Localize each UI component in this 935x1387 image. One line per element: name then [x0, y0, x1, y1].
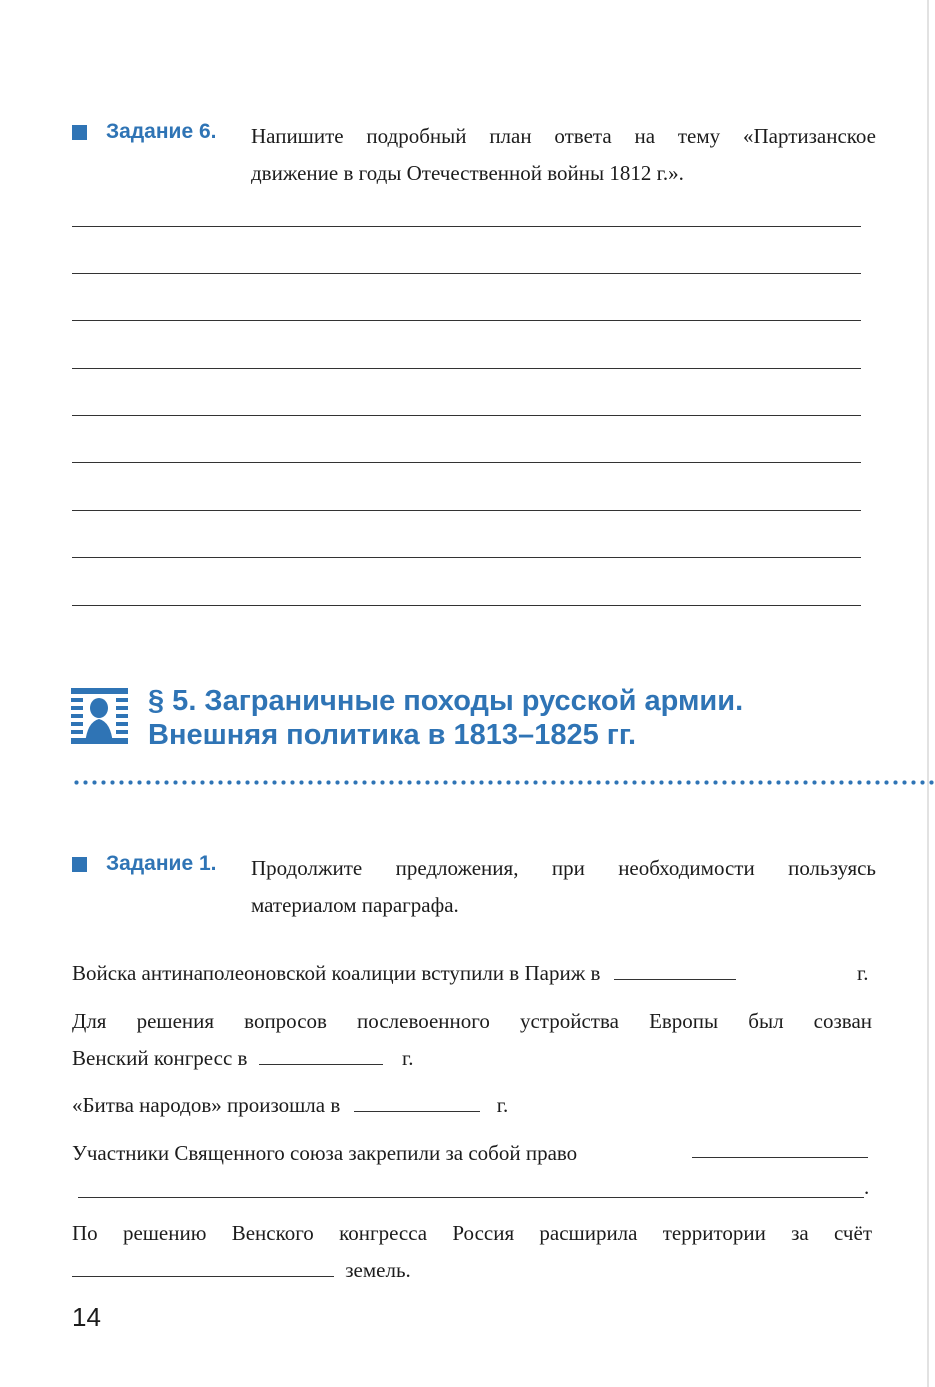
sentence-battle-text: «Битва народов» произошла в [72, 1093, 341, 1117]
task-1-label: Задание 1. [106, 852, 217, 875]
sentence-paris [72, 955, 872, 992]
sentence-end-period: . [864, 1175, 870, 1199]
battle-year-blank[interactable] [354, 1093, 480, 1112]
sentence-holy-alliance [72, 1135, 872, 1172]
task-6-text [251, 118, 876, 192]
page-edge [927, 0, 929, 1387]
square-bullet-icon [72, 857, 87, 872]
answer-line[interactable] [72, 510, 861, 511]
sentence-vienna-line-1: Для решения вопросов послевоенного устройства Европы был созван [72, 1009, 872, 1033]
dotted-divider [72, 780, 934, 785]
section-title-line-1: § 5. Заграничные походы русской армии. [148, 685, 744, 717]
sentence-russia-line-2 [72, 1252, 872, 1289]
vienna-year-blank[interactable] [259, 1046, 383, 1065]
russia-lands-blank[interactable] [72, 1258, 334, 1277]
sentence-russia-end: земель. [345, 1258, 411, 1282]
sentence-russia-territory [72, 1215, 872, 1289]
year-suffix: г. [401, 1046, 414, 1070]
sentence-vienna-line-2 [72, 1040, 872, 1077]
answer-line[interactable] [72, 462, 861, 463]
task-1-text-line-1: Продолжите предложения, при необходимости пользуясь [251, 856, 876, 880]
section-emblem-icon [71, 686, 128, 746]
sentence-holy-alliance-text: Участники Священного союза закрепили за собой право [72, 1141, 578, 1165]
task-1-text-line-2: материалом параграфа. [251, 893, 459, 917]
section-title-line-2: Внешняя политика в 1813–1825 гг. [148, 719, 637, 751]
answer-line[interactable] [72, 368, 861, 369]
answer-line[interactable] [72, 226, 861, 227]
answer-line[interactable] [72, 605, 861, 606]
year-suffix: г. [496, 1093, 509, 1117]
sentence-vienna-line-2-text: Венский конгресс в [72, 1046, 248, 1070]
answer-line[interactable] [72, 415, 861, 416]
answer-line[interactable] [72, 557, 861, 558]
paris-year-blank[interactable] [614, 961, 736, 980]
holy-alliance-continuation-line[interactable] [78, 1197, 864, 1198]
sentence-russia-line-1: По решению Венского конгресса Россия расширила территории за счёт [72, 1221, 872, 1245]
holy-alliance-blank[interactable] [692, 1139, 868, 1158]
answer-line[interactable] [72, 320, 861, 321]
task-6-text-line-1: Напишите подробный план ответа на тему «Партизанское [251, 124, 876, 148]
year-suffix: г. [857, 961, 869, 985]
page-number: 14 [72, 1302, 101, 1332]
square-bullet-icon [72, 125, 87, 140]
task-1-text [251, 850, 876, 924]
section-title [148, 684, 743, 752]
task-6-text-line-2: движение в годы Отечественной войны 1812 г.». [251, 161, 684, 185]
sentence-vienna-congress [72, 1003, 872, 1077]
answer-line[interactable] [72, 273, 861, 274]
task-6-label: Задание 6. [106, 120, 217, 143]
sentence-battle-of-nations [72, 1087, 872, 1124]
sentence-paris-text: Войска антинаполеоновской коалиции вступили в Париж в [72, 961, 601, 985]
